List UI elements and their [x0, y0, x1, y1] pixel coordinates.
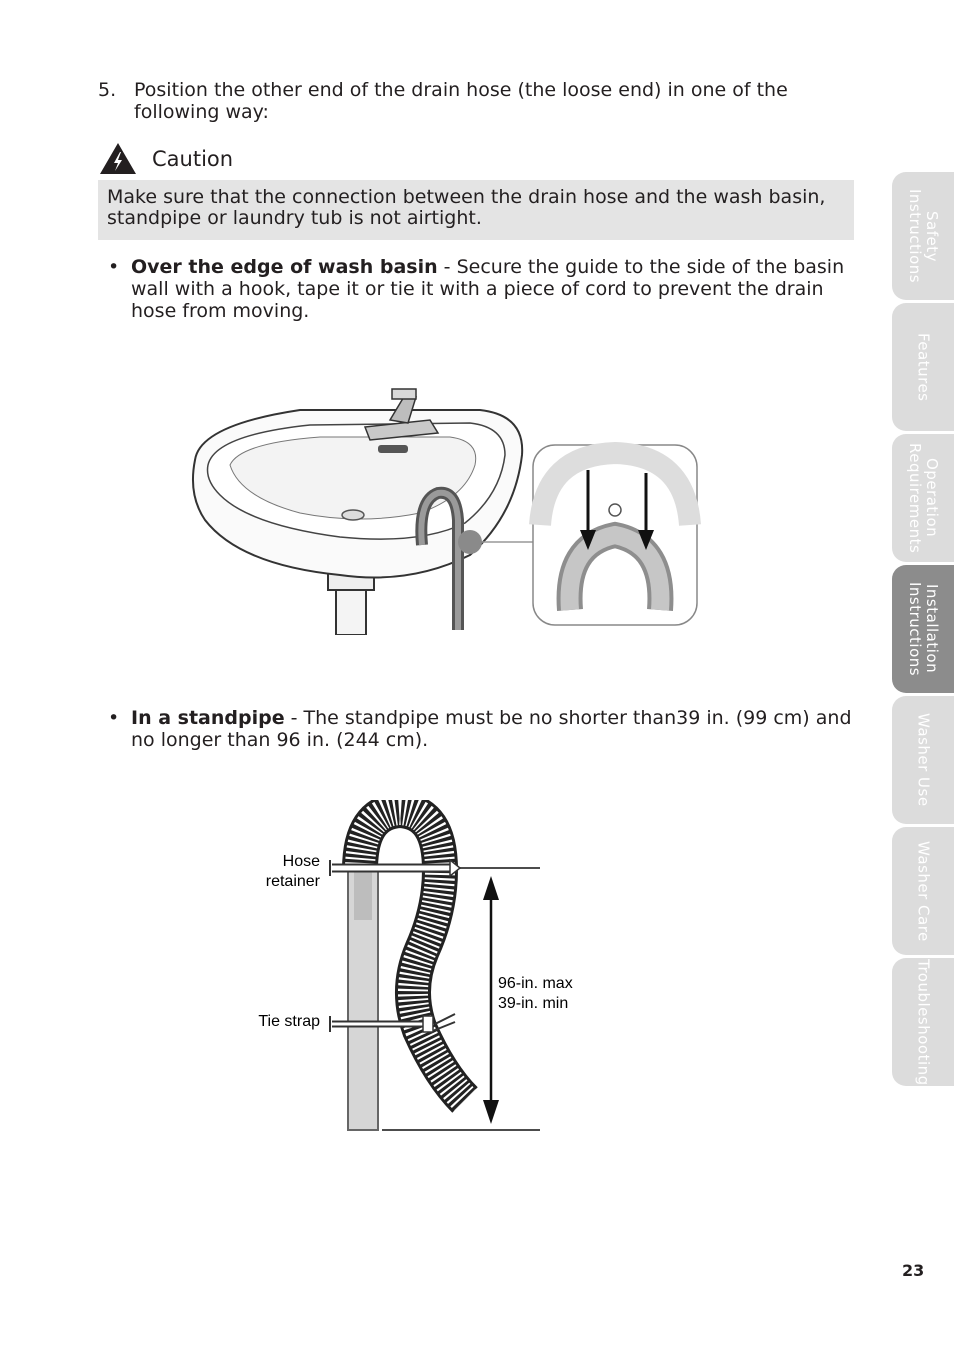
tab-installation-instructions[interactable]: Installation Instructions: [892, 565, 954, 693]
bullet-text: - The standpipe must be no shorter than39 in. (99 cm) and no longer than 96 in. (244 cm).: [131, 707, 852, 751]
warning-icon: [99, 142, 137, 175]
caution-text: Make sure that the connection between the drain hose and the wash basin, standpipe or laundry tub is not airtight.: [107, 186, 826, 229]
max-height-label: 96-in. max: [498, 975, 573, 992]
tie-strap-label: Tie strap: [258, 1013, 320, 1030]
wash-basin-illustration: [180, 385, 710, 635]
tab-washer-care[interactable]: Washer Care: [892, 827, 954, 955]
step-text: Position the other end of the drain hose (the loose end) in one of the following way:: [134, 79, 788, 123]
page-number: 23: [902, 1261, 925, 1280]
step-number: 5.: [98, 79, 117, 101]
tab-features[interactable]: Features: [892, 303, 954, 431]
tab-washer-use[interactable]: Washer Use: [892, 696, 954, 824]
min-height-label: 39-in. min: [498, 995, 569, 1012]
tab-safety-instructions[interactable]: Safety Instructions: [892, 172, 954, 300]
bullet-dot: •: [108, 707, 120, 729]
bullet-wash-basin: [131, 256, 871, 322]
bullet-standpipe: [131, 707, 871, 751]
caution-title: Caution: [152, 147, 234, 171]
standpipe-illustration: [240, 800, 600, 1140]
tab-troubleshooting[interactable]: Troubleshooting: [892, 958, 954, 1086]
bullet-title: In a standpipe: [131, 707, 285, 729]
hose-retainer-label-1: Hose: [282, 853, 320, 870]
tab-operation-requirements[interactable]: Operation Requirements: [892, 434, 954, 562]
bullet-text: - Secure the guide to the side of the basin wall with a hook, tape it or tie it with a piece of cord to prevent the drain hose from moving.: [131, 256, 845, 322]
bullet-dot: •: [108, 256, 120, 278]
bullet-title: Over the edge of wash basin: [131, 256, 438, 278]
hose-retainer-label-2: retainer: [265, 873, 320, 890]
caution-box: [98, 180, 854, 240]
